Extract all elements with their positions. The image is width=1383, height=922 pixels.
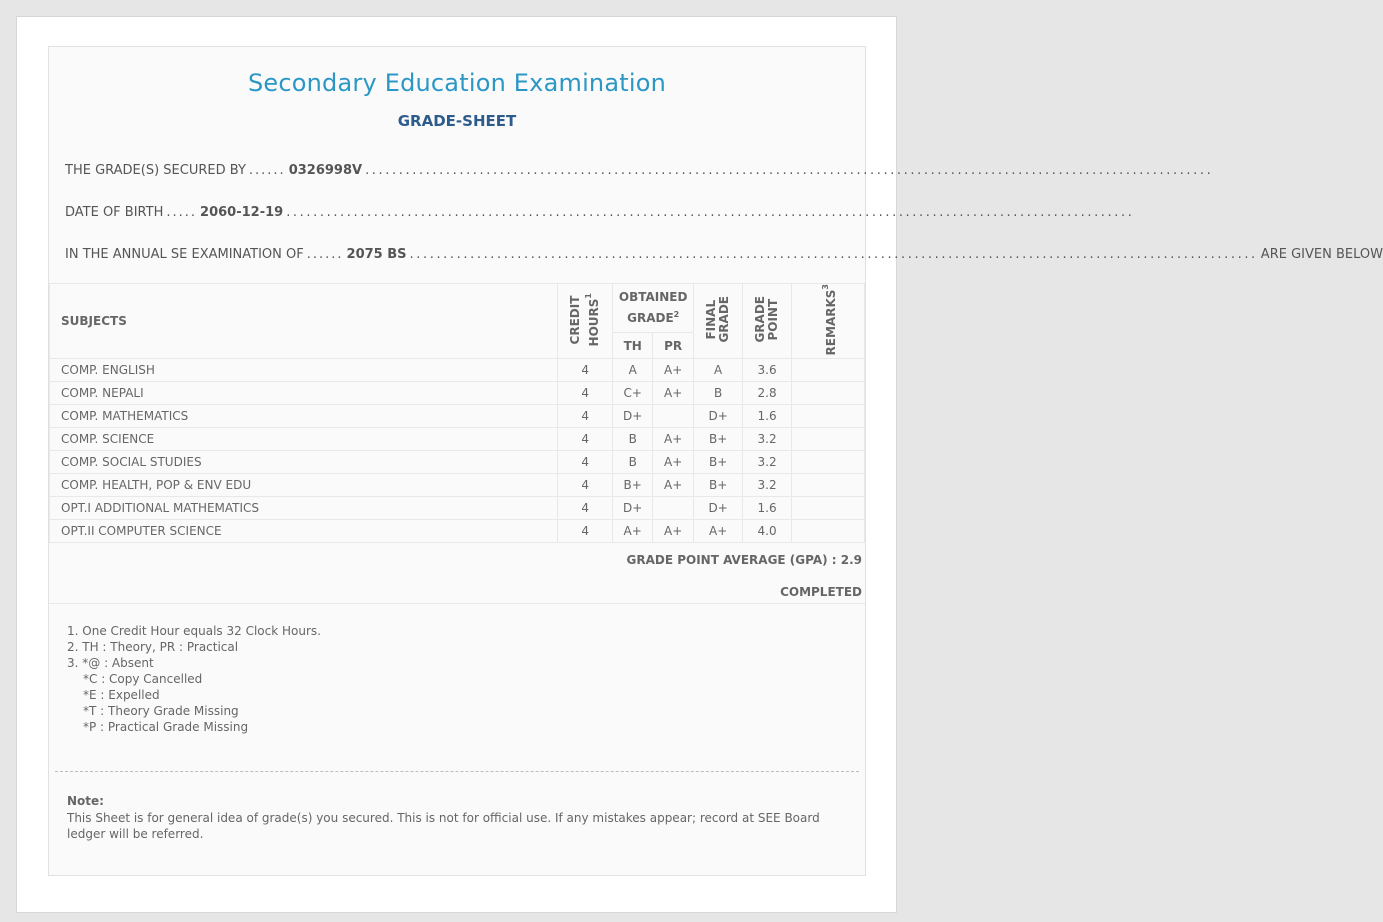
- subject-cell: OPT.II COMPUTER SCIENCE: [50, 520, 558, 543]
- header-th: TH: [613, 332, 653, 359]
- dots-fill: ..............................................................................................................................: [409, 247, 1258, 262]
- theory-grade-cell: B: [613, 428, 653, 451]
- footnote-item: *C : Copy Cancelled: [83, 672, 203, 686]
- practical-grade-cell: A+: [653, 359, 694, 382]
- note-text: This Sheet is for general idea of grade(s) you secured. This is not for official use. If any mistakes appear; record at SEE Board ledger will be referred.: [67, 811, 820, 841]
- practical-grade-cell: [653, 405, 694, 428]
- grade-point-cell: 1.6: [743, 497, 792, 520]
- table-row: [50, 428, 865, 451]
- final-grade-cell: D+: [694, 405, 743, 428]
- header-credit-hours: CREDIT HOURS$^1$: [558, 284, 613, 359]
- theory-grade-cell: A+: [613, 520, 653, 543]
- remarks-cell: [792, 359, 865, 382]
- exam-label: IN THE ANNUAL SE EXAMINATION OF: [65, 247, 304, 262]
- footnotes: [67, 623, 321, 735]
- grade-sheet: [48, 46, 1383, 876]
- dob-value: 2060-12-19: [200, 205, 284, 220]
- info-exam: [65, 247, 1383, 262]
- grade-point-cell: 3.2: [743, 428, 792, 451]
- subject-cell: COMP. SOCIAL STUDIES: [50, 451, 558, 474]
- grade-point-cell: 4.0: [743, 520, 792, 543]
- header-grade-point: GRADE POINT: [743, 284, 792, 359]
- footnote-item: 2. TH : Theory, PR : Practical: [67, 640, 239, 654]
- practical-grade-cell: A+: [653, 451, 694, 474]
- divider: [49, 603, 865, 604]
- page-subtitle: GRADE-SHEET: [397, 112, 517, 130]
- subject-cell: COMP. MATHEMATICS: [50, 405, 558, 428]
- dots: ......: [248, 163, 286, 178]
- table-row: [50, 405, 865, 428]
- info-secured-by: [65, 163, 1214, 178]
- credit-cell: 4: [558, 359, 613, 382]
- remarks-cell: [792, 474, 865, 497]
- grade-point-cell: 1.6: [743, 405, 792, 428]
- remarks-cell: [792, 497, 865, 520]
- final-grade-cell: B: [694, 382, 743, 405]
- note-heading: Note:: [67, 794, 104, 808]
- final-grade-cell: A+: [694, 520, 743, 543]
- table-row: [50, 497, 865, 520]
- credit-cell: 4: [558, 405, 613, 428]
- credit-cell: 4: [558, 382, 613, 405]
- footnote-item: *T : Theory Grade Missing: [83, 704, 239, 718]
- theory-grade-cell: B: [613, 451, 653, 474]
- theory-grade-cell: D+: [613, 405, 653, 428]
- header-remarks: REMARKS$^3$: [792, 284, 865, 359]
- practical-grade-cell: A+: [653, 474, 694, 497]
- theory-grade-cell: B+: [613, 474, 653, 497]
- subject-cell: COMP. ENGLISH: [50, 359, 558, 382]
- header-pr: PR: [653, 332, 694, 359]
- footnote-item: 3. *@ : Absent: [67, 656, 154, 670]
- final-grade-cell: A: [694, 359, 743, 382]
- header-final-grade: FINAL GRADE: [694, 284, 743, 359]
- gpa-value: GRADE POINT AVERAGE (GPA) : 2.9: [626, 553, 862, 567]
- table-row: [50, 451, 865, 474]
- symbol-number: 0326998V: [288, 163, 363, 178]
- practical-grade-cell: A+: [653, 428, 694, 451]
- credit-cell: 4: [558, 428, 613, 451]
- practical-grade-cell: A+: [653, 382, 694, 405]
- dots: ......: [306, 247, 344, 262]
- subject-cell: OPT.I ADDITIONAL MATHEMATICS: [50, 497, 558, 520]
- remarks-cell: [792, 382, 865, 405]
- header-subjects: SUBJECTS: [50, 284, 558, 359]
- final-grade-cell: B+: [694, 428, 743, 451]
- table-row: [50, 359, 865, 382]
- dots-fill: ..............................................................................................................................: [286, 205, 1135, 220]
- subject-cell: COMP. HEALTH, POP & ENV EDU: [50, 474, 558, 497]
- remarks-cell: [792, 428, 865, 451]
- grade-point-cell: 2.8: [743, 382, 792, 405]
- theory-grade-cell: D+: [613, 497, 653, 520]
- exam-year: 2075 BS: [346, 247, 407, 262]
- dots: .....: [166, 205, 198, 220]
- remarks-cell: [792, 405, 865, 428]
- remarks-cell: [792, 451, 865, 474]
- credit-cell: 4: [558, 497, 613, 520]
- subject-cell: COMP. SCIENCE: [50, 428, 558, 451]
- info-date-of-birth: [65, 205, 1135, 220]
- final-grade-cell: D+: [694, 497, 743, 520]
- table-row: [50, 382, 865, 405]
- final-grade-cell: B+: [694, 451, 743, 474]
- remarks-cell: [792, 520, 865, 543]
- table-row: [50, 520, 865, 543]
- secured-label: THE GRADE(S) SECURED BY: [65, 163, 246, 178]
- page-frame: [16, 16, 1383, 913]
- footnote-item: *P : Practical Grade Missing: [83, 720, 249, 734]
- dots-fill: ..............................................................................................................................: [365, 163, 1214, 178]
- exam-tail: ARE GIVEN BELOW: [1260, 247, 1383, 262]
- grades-table: [49, 283, 865, 543]
- theory-grade-cell: A: [613, 359, 653, 382]
- footnote-item: *E : Expelled: [83, 688, 160, 702]
- credit-cell: 4: [558, 520, 613, 543]
- table-row: [50, 474, 865, 497]
- final-grade-cell: B+: [694, 474, 743, 497]
- grade-point-cell: 3.2: [743, 451, 792, 474]
- page-title: Secondary Education Examination: [247, 69, 667, 97]
- credit-cell: 4: [558, 451, 613, 474]
- dashed-divider: [55, 771, 859, 772]
- grade-point-cell: 3.2: [743, 474, 792, 497]
- credit-cell: 4: [558, 474, 613, 497]
- practical-grade-cell: [653, 497, 694, 520]
- subject-cell: COMP. NEPALI: [50, 382, 558, 405]
- result-status: COMPLETED: [780, 585, 862, 599]
- practical-grade-cell: A+: [653, 520, 694, 543]
- dob-label: DATE OF BIRTH: [65, 205, 164, 220]
- grade-point-cell: 3.6: [743, 359, 792, 382]
- theory-grade-cell: C+: [613, 382, 653, 405]
- footnote-item: 1. One Credit Hour equals 32 Clock Hours.: [67, 624, 321, 638]
- header-obtained-grade: OBTAINED GRADE$^2$: [613, 284, 694, 333]
